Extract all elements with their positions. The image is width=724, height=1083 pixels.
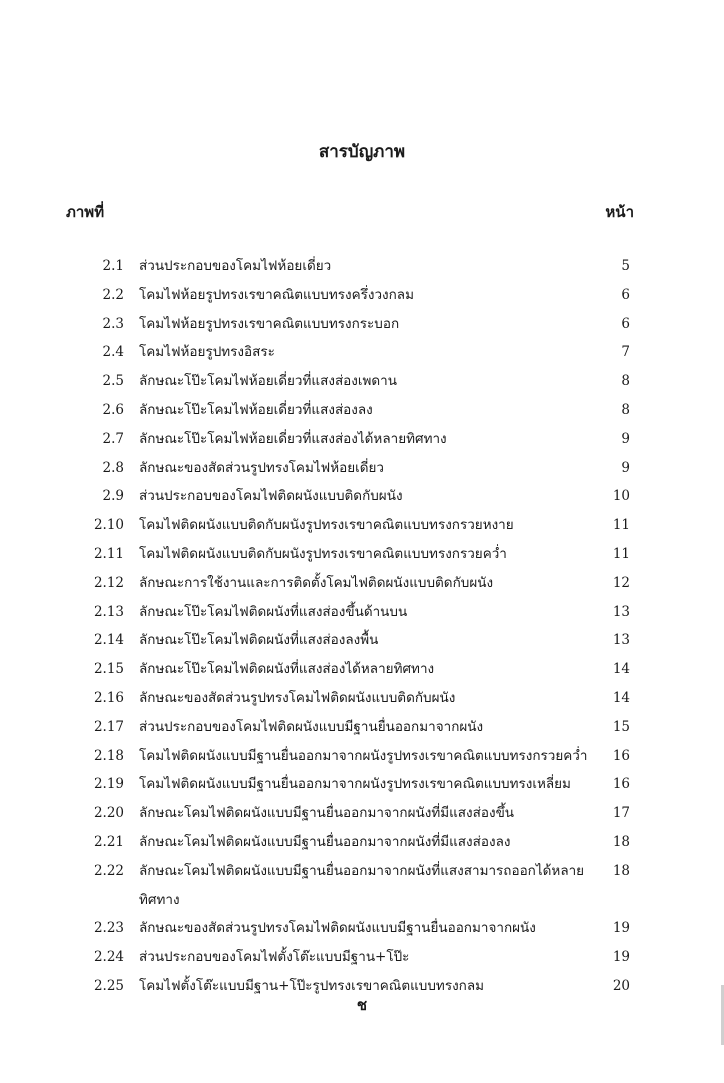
- figure-page-number: 11: [612, 545, 630, 562]
- figure-number: 2.21: [93, 833, 124, 850]
- list-item: [0, 425, 724, 454]
- figure-page-number: 9: [621, 459, 630, 476]
- figure-caption: ส่วนประกอบของโคมไฟติดผนังแบบติดกับผนัง: [139, 488, 403, 505]
- figure-page-number: 7: [621, 344, 630, 361]
- figure-caption: ลักษณะโป๊ะโคมไฟห้อยเดี่ยวที่แสงส่องลง: [139, 401, 373, 418]
- figure-caption: โคมไฟติดผนังแบบมีฐานยื่นออกมาจากผนังรูปทรงเรขาคณิตแบบทรงเหลี่ยม: [139, 776, 571, 793]
- figure-number: 2.12: [93, 574, 124, 591]
- figure-caption: โคมไฟห้อยรูปทรงเรขาคณิตแบบทรงครึ่งวงกลม: [139, 286, 414, 303]
- figure-number: 2.25: [93, 977, 124, 994]
- list-item: [0, 482, 724, 511]
- figure-number: 2.1: [102, 258, 124, 274]
- page-number: ช: [356, 996, 368, 1014]
- list-item: [0, 367, 724, 396]
- figure-number: 2.22: [93, 862, 124, 879]
- list-item: [0, 914, 724, 943]
- figure-caption: โคมไฟติดผนังแบบติดกับผนังรูปทรงเรขาคณิตแบบทรงกรวยคว่ำ: [139, 545, 507, 562]
- figure-caption: ส่วนประกอบของโคมไฟตั้งโต๊ะแบบมีฐาน+โป๊ะ: [139, 949, 410, 966]
- figure-page-number: 8: [621, 401, 630, 418]
- figure-number: 2.7: [102, 430, 124, 447]
- figure-page-number: 19: [612, 920, 630, 937]
- figure-page-number: 6: [621, 286, 630, 303]
- figure-number: 2.24: [93, 949, 124, 966]
- list-item: [0, 857, 724, 915]
- figure-page-number: 13: [612, 603, 630, 620]
- figure-number: 2.11: [93, 545, 124, 562]
- figure-page-number: 10: [612, 488, 630, 505]
- figure-list: [0, 252, 724, 1001]
- figure-number: 2.2: [102, 286, 124, 303]
- list-item: [0, 598, 724, 627]
- figure-page-number: 13: [612, 632, 630, 649]
- list-item: [0, 569, 724, 598]
- figure-number: 2.16: [93, 689, 124, 706]
- list-item: [0, 770, 724, 799]
- figure-caption: ส่วนประกอบของโคมไฟห้อยเดี่ยว: [139, 258, 332, 274]
- figure-page-number: 9: [621, 430, 630, 447]
- figure-page-number: 15: [612, 718, 630, 735]
- figure-caption: ลักษณะโป๊ะโคมไฟติดผนังที่แสงส่องลงพื้น: [139, 632, 379, 649]
- figure-caption: ลักษณะของสัดส่วนรูปทรงโคมไฟติดผนังแบบติดกับผนัง: [139, 689, 456, 706]
- figure-number: 2.10: [93, 517, 124, 534]
- figure-number: 2.18: [93, 747, 124, 764]
- figure-caption: ลักษณะของสัดส่วนรูปทรงโคมไฟห้อยเดี่ยว: [139, 459, 384, 476]
- figure-number: 2.23: [93, 920, 124, 937]
- figure-page-number: 11: [612, 517, 630, 534]
- figure-caption: ลักษณะโคมไฟติดผนังแบบมีฐานยื่นออกมาจากผนังที่มีแสงส่องลง: [139, 833, 511, 850]
- figure-page-number: 8: [621, 373, 630, 390]
- figure-number: 2.9: [102, 488, 124, 505]
- figure-page-number: 18: [612, 833, 630, 850]
- list-item: [0, 799, 724, 828]
- list-item: [0, 396, 724, 425]
- figure-number: 2.6: [102, 401, 124, 418]
- figure-caption: โคมไฟห้อยรูปทรงอิสระ: [139, 344, 275, 361]
- list-item: [0, 943, 724, 972]
- figure-page-number: 19: [612, 949, 630, 966]
- figure-page-number: 20: [612, 977, 630, 994]
- figure-caption: ลักษณะโคมไฟติดผนังแบบมีฐานยื่นออกมาจากผนังที่แสงสามารถออกได้หลาย: [139, 862, 585, 879]
- figure-page-number: 14: [612, 689, 630, 706]
- figure-caption: ลักษณะโป๊ะโคมไฟติดผนังที่แสงส่องได้หลายทิศทาง: [139, 661, 435, 678]
- list-item: [0, 684, 724, 713]
- figure-page-number: 16: [612, 776, 630, 793]
- figure-caption: ลักษณะโป๊ะโคมไฟติดผนังที่แสงส่องขึ้นด้านบน: [139, 603, 408, 620]
- list-item: [0, 454, 724, 483]
- list-item: [0, 338, 724, 367]
- figure-number: 2.5: [102, 373, 124, 390]
- figure-number: 2.20: [93, 805, 124, 822]
- list-item: [0, 511, 724, 540]
- figure-number: 2.19: [93, 776, 124, 793]
- figure-page-number: 17: [612, 805, 630, 822]
- figure-number: 2.13: [93, 603, 124, 620]
- figure-caption: โคมไฟตั้งโต๊ะแบบมีฐาน+โป๊ะรูปทรงเรขาคณิตแบบทรงกลม: [139, 977, 485, 994]
- figure-number: 2.8: [102, 459, 124, 476]
- page-title: สารบัญภาพ: [318, 142, 406, 162]
- figure-page-number: 14: [612, 661, 630, 678]
- figure-page-number: 5: [621, 258, 630, 274]
- list-item: [0, 742, 724, 771]
- list-item: [0, 713, 724, 742]
- figure-number: 2.15: [93, 661, 124, 678]
- figure-page-number: 6: [621, 315, 630, 332]
- list-item: [0, 626, 724, 655]
- figure-page-number: 18: [612, 862, 630, 879]
- figure-caption: โคมไฟห้อยรูปทรงเรขาคณิตแบบทรงกระบอก: [139, 315, 400, 332]
- figure-page-number: 16: [612, 747, 630, 764]
- figure-caption: โคมไฟติดผนังแบบมีฐานยื่นออกมาจากผนังรูปทรงเรขาคณิตแบบทรงกรวยคว่ำ: [139, 747, 588, 764]
- figure-column-header: ภาพที่: [66, 203, 105, 221]
- figure-caption: ส่วนประกอบของโคมไฟติดผนังแบบมีฐานยื่นออกมาจากผนัง: [139, 718, 484, 735]
- figure-caption: ลักษณะของสัดส่วนรูปทรงโคมไฟติดผนังแบบมีฐานยื่นออกมาจากผนัง: [139, 920, 536, 937]
- figure-caption: โคมไฟติดผนังแบบติดกับผนังรูปทรงเรขาคณิตแบบทรงกรวยหงาย: [139, 517, 514, 534]
- figure-number: 2.3: [102, 315, 124, 332]
- list-item: [0, 540, 724, 569]
- list-item: [0, 655, 724, 684]
- list-item: [0, 252, 724, 281]
- figure-page-number: 12: [612, 574, 630, 591]
- list-item: [0, 310, 724, 339]
- list-item: [0, 281, 724, 310]
- figure-number: 2.14: [93, 632, 124, 649]
- figure-caption-continued: ทิศทาง: [139, 891, 180, 908]
- figure-number: 2.17: [93, 718, 124, 735]
- figure-caption: ลักษณะโป๊ะโคมไฟห้อยเดี่ยวที่แสงส่องได้หลายทิศทาง: [139, 430, 447, 447]
- page-column-header: หน้า: [605, 203, 634, 221]
- figure-caption: ลักษณะโป๊ะโคมไฟห้อยเดี่ยวที่แสงส่องเพดาน: [139, 373, 397, 390]
- list-item: [0, 828, 724, 857]
- figure-caption: ลักษณะการใช้งานและการติดตั้งโคมไฟติดผนังแบบติดกับผนัง: [139, 574, 494, 591]
- figure-caption: ลักษณะโคมไฟติดผนังแบบมีฐานยื่นออกมาจากผนังที่มีแสงส่องขึ้น: [139, 805, 515, 822]
- figure-number: 2.4: [102, 344, 124, 361]
